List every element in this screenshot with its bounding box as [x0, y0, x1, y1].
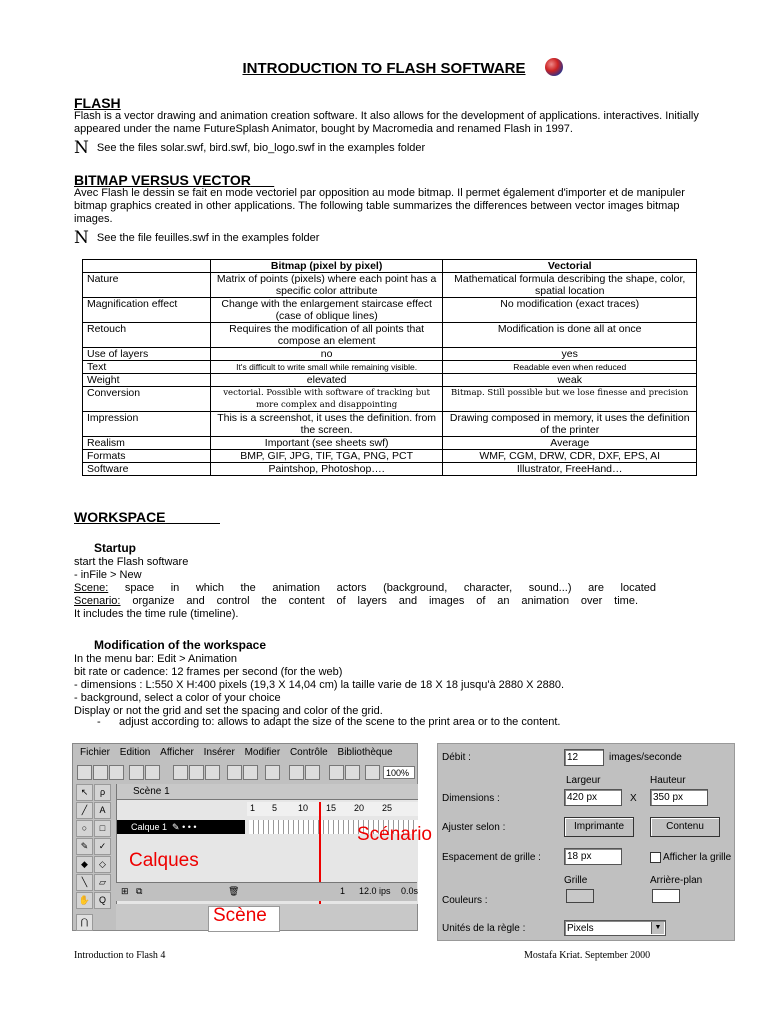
- mod-line: bit rate or cadence: 12 frames per second (for the web): [74, 666, 343, 678]
- table-cell: Weight: [83, 374, 211, 387]
- width-input[interactable]: 420 px: [564, 789, 622, 806]
- colors-label: Couleurs :: [442, 895, 488, 906]
- table-cell: This is a screenshot, it uses the definition. from the screen.: [210, 412, 443, 437]
- background-color-swatch[interactable]: [652, 889, 680, 903]
- straighten-icon[interactable]: [305, 765, 320, 780]
- ruler-units-select[interactable]: [564, 920, 666, 936]
- table-cell: weak: [443, 374, 697, 387]
- undo-icon[interactable]: [227, 765, 242, 780]
- table-cell: BMP, GIF, JPG, TIF, TGA, PNG, PCT: [210, 450, 443, 463]
- workspace-heading: [74, 509, 220, 525]
- debit-label: Débit :: [442, 752, 471, 763]
- table-row: [83, 450, 697, 463]
- startup-heading: Startup: [94, 541, 136, 555]
- bitmap-heading: [74, 172, 274, 188]
- menu-inserer[interactable]: Insérer: [203, 747, 235, 758]
- table-cell: Retouch: [83, 323, 211, 348]
- scale-icon[interactable]: [345, 765, 360, 780]
- mod-line: - background, select a color of your choice: [74, 692, 281, 704]
- dropper-tool-icon[interactable]: ╲: [76, 874, 93, 891]
- table-cell: Drawing composed in memory, it uses the definition of the printer: [443, 412, 697, 437]
- table-row: [83, 361, 697, 374]
- table-header: Bitmap (pixel by pixel): [210, 260, 443, 273]
- flash-note: [74, 138, 425, 158]
- smooth-icon[interactable]: [289, 765, 304, 780]
- flash-window-screenshot: [72, 743, 432, 931]
- line-tool-icon[interactable]: ╱: [76, 802, 93, 819]
- hand-tool-icon[interactable]: ✋: [76, 892, 93, 909]
- table-cell: Modification is done all at once: [443, 323, 697, 348]
- scene-text: space in which the animation actors (background, character, sound...) are located: [124, 582, 656, 594]
- note-marker-icon: N: [74, 228, 89, 248]
- new-file-icon[interactable]: [77, 765, 92, 780]
- table-cell: Paintshop, Photoshop….: [210, 463, 443, 476]
- comparison-table: [82, 259, 697, 476]
- flash-note-text: See the files solar.swf, bird.swf, bio_logo.swf in the examples folder: [96, 142, 426, 154]
- frame-number: 1: [340, 886, 346, 896]
- scenario-text: organize and control the content of layers and images of an animation over time.: [132, 595, 638, 607]
- debit-unit: images/seconde: [609, 752, 682, 763]
- table-cell: Readable even when reduced: [443, 361, 697, 374]
- save-icon[interactable]: [109, 765, 124, 780]
- table-cell: Change with the enlargement staircase effect (case of oblique lines): [210, 298, 443, 323]
- bitmap-heading-text: BITMAP VERSUS VECTOR: [74, 172, 251, 188]
- page-title: INTRODUCTION TO FLASH SOFTWARE: [242, 60, 526, 77]
- scenario-label: Scénario: [357, 824, 432, 845]
- mod-line: Display or not the grid and set the spacing and color of the grid.: [74, 705, 383, 717]
- table-cell: Software: [83, 463, 211, 476]
- table-row: [83, 298, 697, 323]
- times-sign: X: [630, 793, 637, 804]
- show-grid-checkbox[interactable]: [650, 852, 661, 863]
- table-row: [83, 323, 697, 348]
- copy-icon[interactable]: [189, 765, 204, 780]
- largeur-label: Largeur: [566, 775, 601, 786]
- lasso-tool-icon[interactable]: ρ: [94, 784, 111, 801]
- mod-line: - dimensions : L:550 X H:400 pixels (19,3 X 14,04 cm) la taille varie de 18 X 18 jusqu'à 2880 X 2880.: [74, 679, 565, 691]
- frame-ruler: [247, 802, 418, 816]
- ruler-tick: 10: [298, 803, 309, 813]
- table-cell: elevated: [210, 374, 443, 387]
- table-cell: Text: [83, 361, 211, 374]
- oval-tool-icon[interactable]: ○: [76, 820, 93, 837]
- ruler-tick: 15: [326, 803, 337, 813]
- rotate-icon[interactable]: [329, 765, 344, 780]
- rectangle-tool-icon[interactable]: □: [94, 820, 111, 837]
- add-guide-icon[interactable]: ⧉: [136, 886, 143, 896]
- background-color-label: Arrière-plan: [650, 875, 703, 886]
- movie-properties-dialog: [437, 743, 735, 941]
- bullet-text: adjust according to: allows to adapt the size of the scene to the print area or to the content.: [119, 716, 561, 728]
- table-cell: vectorial. Possible with software of tracking but more complex and disappointing: [210, 387, 443, 412]
- grid-color-swatch[interactable]: [566, 889, 594, 903]
- table-cell: WMF, CGM, DRW, CDR, DXF, EPS, AI: [443, 450, 697, 463]
- table-cell: Realism: [83, 437, 211, 450]
- arrow-tool-icon[interactable]: ↖: [76, 784, 93, 801]
- redo-icon[interactable]: [243, 765, 258, 780]
- table-row: [83, 387, 697, 412]
- workspace-heading-text: WORKSPACE: [74, 509, 166, 525]
- table-row: [83, 348, 697, 361]
- snap-icon[interactable]: [265, 765, 280, 780]
- menu-modifier[interactable]: Modifier: [244, 747, 281, 758]
- table-header: Vectorial: [443, 260, 697, 273]
- fps-readout: 12.0 ips: [359, 886, 391, 896]
- bitmap-paragraph: Avec Flash le dessin se fait en mode vectoriel par opposition au mode bitmap. Il permet également d'importer et de manipuler bitmap graphics created in other applications. The following table summarizes the differences between vector images bitmap images.: [74, 187, 685, 225]
- tab-scene-1[interactable]: Scène 1: [117, 784, 418, 800]
- table-cell: Average: [443, 437, 697, 450]
- ruler-tick: 25: [382, 803, 393, 813]
- ajuster-label: Ajuster selon :: [442, 822, 506, 833]
- startup-line: - inFile > New: [74, 569, 142, 581]
- zoom-field[interactable]: 100%: [383, 766, 415, 779]
- trash-icon[interactable]: 🗑: [228, 886, 240, 896]
- table-row: [83, 437, 697, 450]
- ruler-tick: 20: [354, 803, 365, 813]
- table-row: [83, 463, 697, 476]
- note-marker-icon: N: [74, 138, 89, 158]
- height-input[interactable]: 350 px: [650, 789, 708, 806]
- brush-tool-icon[interactable]: ✓: [94, 838, 111, 855]
- chevron-down-icon[interactable]: ▼: [651, 922, 664, 934]
- table-cell: Magnification effect: [83, 298, 211, 323]
- print-preview-icon[interactable]: [145, 765, 160, 780]
- table-cell: Bitmap. Still possible but we lose finesse and precision: [443, 387, 697, 412]
- table-row: [83, 412, 697, 437]
- calques-label: Calques: [129, 850, 199, 871]
- table-cell: Matrix of points (pixels) where each point has a specific color attribute: [210, 273, 443, 298]
- grid-color-label: Grille: [564, 875, 588, 886]
- menu-edition[interactable]: Edition: [119, 747, 151, 758]
- ink-bottle-icon[interactable]: ◆: [76, 856, 93, 873]
- paste-icon[interactable]: [205, 765, 220, 780]
- bullet-marker: -: [97, 716, 101, 728]
- paint-bucket-icon[interactable]: ◇: [94, 856, 111, 873]
- grid-spacing-label: Espacement de grille :: [442, 852, 541, 863]
- footer-left: Introduction to Flash 4: [74, 950, 166, 961]
- ruler-units-value: Pixels: [567, 923, 594, 934]
- ruler-units-label: Unités de la règle :: [442, 923, 526, 934]
- ruler-tick: 5: [272, 803, 278, 813]
- pencil-tool-icon[interactable]: ✎: [76, 838, 93, 855]
- menu-controle[interactable]: Contrôle: [289, 747, 328, 758]
- text-tool-icon[interactable]: A: [94, 802, 111, 819]
- table-cell: Important (see sheets swf): [210, 437, 443, 450]
- globe-icon: [545, 58, 563, 76]
- toolbar: [73, 763, 417, 781]
- flash-heading: FLASH: [74, 95, 121, 111]
- scene-definition: [74, 582, 656, 595]
- layer-name: Calque 1: [131, 822, 168, 832]
- table-cell: No modification (exact traces): [443, 298, 697, 323]
- hauteur-label: Hauteur: [650, 775, 686, 786]
- timeline-status-bar: [116, 882, 417, 901]
- table-cell: Nature: [83, 273, 211, 298]
- magnet-icon[interactable]: ⋂: [76, 914, 93, 931]
- magnifier-tool-icon[interactable]: Q: [94, 892, 111, 909]
- startup-line: start the Flash software: [74, 556, 189, 568]
- modification-heading: Modification of the workspace: [94, 638, 267, 652]
- open-folder-icon[interactable]: [93, 765, 108, 780]
- eraser-tool-icon[interactable]: ▱: [94, 874, 111, 891]
- table-cell: Formats: [83, 450, 211, 463]
- menu-bibliotheque[interactable]: Bibliothèque: [337, 747, 393, 758]
- mod-line: In the menu bar: Edit > Animation: [74, 653, 237, 665]
- print-icon[interactable]: [129, 765, 144, 780]
- scenario-label: Scenario:: [74, 595, 121, 607]
- cut-icon[interactable]: [173, 765, 188, 780]
- table-cell: no: [210, 348, 443, 361]
- dimensions-label: Dimensions :: [442, 793, 500, 804]
- menu-bar: [73, 744, 417, 761]
- table-row: [83, 374, 697, 387]
- printer-button[interactable]: Imprimante: [564, 817, 634, 837]
- table-cell: Use of layers: [83, 348, 211, 361]
- ruler-tick: 1: [250, 803, 256, 813]
- content-button[interactable]: Contenu: [650, 817, 720, 837]
- table-cell: Conversion: [83, 387, 211, 412]
- bitmap-note-text: See the file feuilles.swf in the examples folder: [96, 232, 320, 244]
- table-header-row: [83, 260, 697, 273]
- show-grid-label: Afficher la grille: [663, 852, 732, 863]
- frame-rate-input[interactable]: 12: [564, 749, 604, 766]
- table-row: [83, 273, 697, 298]
- time-readout: 0.0s: [401, 886, 419, 896]
- table-cell: Requires the modification of all points that compose an element: [210, 323, 443, 348]
- menu-fichier[interactable]: Fichier: [80, 747, 111, 758]
- table-cell: It's difficult to write small while remaining visible.: [210, 361, 443, 374]
- menu-afficher[interactable]: Afficher: [160, 747, 194, 758]
- table-cell: yes: [443, 348, 697, 361]
- align-icon[interactable]: [365, 765, 380, 780]
- scenario-definition: [74, 595, 638, 608]
- footer-right: Mostafa Kriat. September 2000: [524, 950, 651, 961]
- table-cell: Illustrator, FreeHand…: [443, 463, 697, 476]
- scene-label: Scene:: [74, 582, 109, 594]
- grid-spacing-input[interactable]: 18 px: [564, 848, 622, 865]
- flash-paragraph: Flash is a vector drawing and animation creation software. It also allows for the development of applications. interactives. Initially appeared under the name FutureSplash Animator, bought by Macromedia and renamed Flash in 1997.: [74, 110, 699, 135]
- bitmap-note: [74, 228, 319, 248]
- add-layer-icon[interactable]: ⊞: [121, 886, 129, 896]
- scene-label: Scène: [213, 905, 267, 926]
- table-cell: Mathematical formula describing the shape, color, spatial location: [443, 273, 697, 298]
- table-cell: Impression: [83, 412, 211, 437]
- table-header: [83, 260, 211, 273]
- layer-row[interactable]: Calque 1 ✎ • • •: [117, 820, 245, 834]
- timeline-line: It includes the time rule (timeline).: [74, 608, 239, 620]
- tools-palette: [75, 784, 113, 930]
